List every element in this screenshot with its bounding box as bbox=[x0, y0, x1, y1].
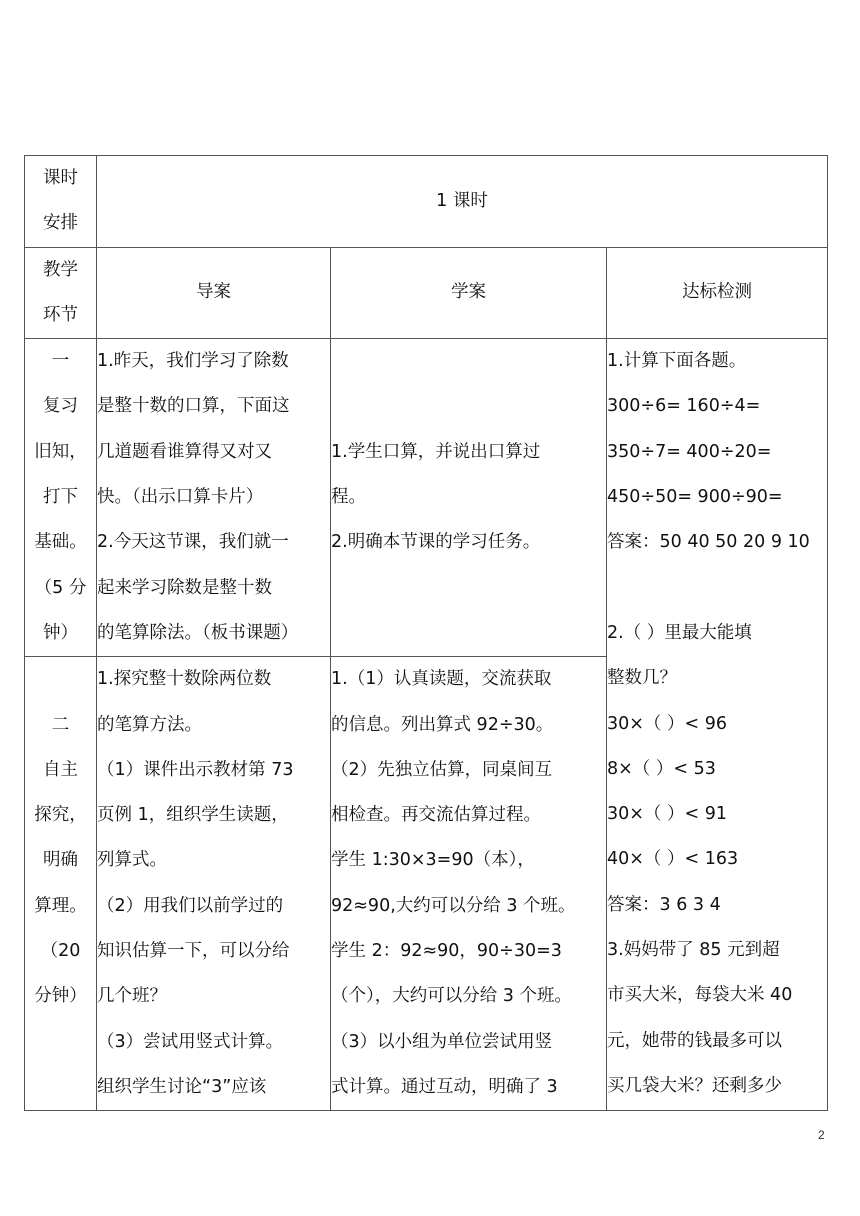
section2-guide-line: （2）用我们以前学过的 bbox=[97, 895, 284, 916]
lesson-plan-table bbox=[24, 155, 828, 1111]
section1-row bbox=[25, 339, 828, 657]
check-header: 达标检测 bbox=[682, 282, 752, 303]
stage-header-line: 教学 bbox=[43, 259, 78, 280]
section2-guide-line: （3）尝试用竖式计算。 bbox=[97, 1031, 284, 1052]
study-header: 学案 bbox=[451, 282, 486, 303]
page-number: 2 bbox=[818, 1128, 825, 1142]
section1-stage-line: 打下 bbox=[43, 487, 78, 508]
section1-stage-line: 旧知， bbox=[34, 441, 87, 462]
check-line: 整数几？ bbox=[607, 668, 677, 689]
section2-guide-line: （1）课件出示教材第 73 bbox=[97, 759, 294, 780]
check-line: 元，她带的钱最多可以 bbox=[607, 1030, 782, 1051]
section1-stage-line: 钟） bbox=[43, 622, 78, 643]
section2-stage-line: （20 bbox=[40, 941, 81, 962]
study-header-cell bbox=[331, 247, 607, 339]
section2-stage-line: 探究， bbox=[34, 805, 87, 826]
section2-study-cell bbox=[331, 657, 607, 1111]
section2-stage-line: 二 bbox=[51, 714, 70, 735]
check-line: 40×（ ）< 163 bbox=[607, 849, 739, 870]
section2-study-line: 1.（1）认真读题，交流获取 bbox=[331, 669, 552, 690]
check-line: 8×（ ）< 53 bbox=[607, 758, 716, 779]
section2-study-line: （2）先独立估算，同桌间互 bbox=[331, 759, 553, 780]
section2-study-line: （3）以小组为单位尝试用竖 bbox=[331, 1031, 553, 1052]
check-line: 3.妈妈带了 85 元到超 bbox=[607, 940, 780, 961]
header-row bbox=[25, 247, 828, 339]
check-line: 市买大米，每袋大米 40 bbox=[607, 985, 793, 1006]
check-line: 350÷7= 400÷20= bbox=[607, 441, 772, 462]
check-line: 30×（ ）< 96 bbox=[607, 713, 727, 734]
section1-stage-line: 基础。 bbox=[34, 532, 87, 553]
section2-stage-cell bbox=[25, 657, 97, 1111]
section2-stage-line: 明确 bbox=[43, 850, 78, 871]
section1-guide-line: 1.昨天，我们学习了除数 bbox=[97, 351, 289, 372]
check-line: 1.计算下面各题。 bbox=[607, 351, 747, 372]
section1-stage-cell bbox=[25, 339, 97, 657]
check-line: 450÷50= 900÷90= bbox=[607, 487, 783, 508]
section2-stage-line: 自主 bbox=[43, 759, 78, 780]
section2-study-line: 式计算。通过互动，明确了 3 bbox=[331, 1076, 558, 1097]
section1-study-line: 1.学生口算，并说出口算过 bbox=[331, 441, 541, 462]
check-line: 300÷6= 160÷4= bbox=[607, 396, 761, 417]
section2-guide-line: 1.探究整十数除两位数 bbox=[97, 669, 272, 690]
section2-guide-line: 组织学生讨论“3”应该 bbox=[97, 1076, 267, 1097]
check-cell bbox=[607, 339, 828, 1111]
section1-guide-cell bbox=[97, 339, 331, 657]
check-header-cell bbox=[607, 247, 828, 339]
section1-stage-line: 一 bbox=[51, 351, 70, 372]
check-line: 答案：50 40 50 20 9 10 bbox=[607, 532, 810, 553]
section2-guide-line: 知识估算一下，可以分给 bbox=[97, 941, 290, 962]
section1-guide-line: 的笔算除法。（板书课题） bbox=[97, 622, 299, 643]
section2-stage-line: 分钟） bbox=[34, 986, 87, 1007]
guide-header-cell bbox=[97, 247, 331, 339]
section2-study-line: 的信息。列出算式 92÷30。 bbox=[331, 714, 554, 735]
section2-guide-line: 页例 1，组织学生读题， bbox=[97, 805, 289, 826]
check-line: 答案：3 6 3 4 bbox=[607, 894, 721, 915]
section1-study-cell bbox=[331, 339, 607, 657]
section2-study-line: 学生 2：92≈90，90÷30=3 bbox=[331, 941, 562, 962]
section2-guide-line: 的笔算方法。 bbox=[97, 714, 202, 735]
schedule-value-cell bbox=[97, 156, 828, 248]
section2-guide-cell bbox=[97, 657, 331, 1111]
stage-header-cell bbox=[25, 247, 97, 339]
section2-study-line: （个），大约可以分给 3 个班。 bbox=[331, 986, 573, 1007]
schedule-value: 1 课时 bbox=[436, 190, 488, 211]
guide-header: 导案 bbox=[196, 282, 231, 303]
section2-stage-line: 算理。 bbox=[34, 895, 87, 916]
schedule-label-line: 课时 bbox=[43, 168, 78, 188]
schedule-row bbox=[25, 156, 828, 248]
section1-stage-line: （5 分 bbox=[34, 577, 87, 598]
section2-guide-line: 列算式。 bbox=[97, 850, 167, 871]
section2-study-line: 学生 1:30×3=90（本）， bbox=[331, 850, 535, 871]
section1-guide-line: 快。（出示口算卡片） bbox=[97, 487, 264, 508]
section2-guide-line: 几个班？ bbox=[97, 986, 167, 1007]
schedule-label-line: 安排 bbox=[43, 213, 78, 234]
section1-guide-line: 几道题看谁算得又对又 bbox=[97, 441, 272, 462]
section2-study-line: 92≈90,大约可以分给 3 个班。 bbox=[331, 895, 576, 916]
section2-study-line: 相检查。再交流估算过程。 bbox=[331, 805, 541, 826]
section1-stage-line: 复习 bbox=[43, 396, 78, 417]
section1-guide-line: 2.今天这节课，我们就一 bbox=[97, 532, 289, 553]
check-line: 2.（ ）里最大能填 bbox=[607, 622, 752, 643]
section1-guide-line: 是整十数的口算，下面这 bbox=[97, 396, 290, 417]
section1-study-line: 程。 bbox=[331, 487, 366, 508]
check-line: 买几袋大米？还剩多少 bbox=[607, 1075, 782, 1096]
check-line: 30×（ ）< 91 bbox=[607, 804, 727, 825]
section1-study-line: 2.明确本节课的学习任务。 bbox=[331, 532, 541, 553]
schedule-label-cell bbox=[25, 156, 97, 248]
stage-header-line: 环节 bbox=[43, 304, 78, 325]
section1-guide-line: 起来学习除数是整十数 bbox=[97, 577, 272, 598]
